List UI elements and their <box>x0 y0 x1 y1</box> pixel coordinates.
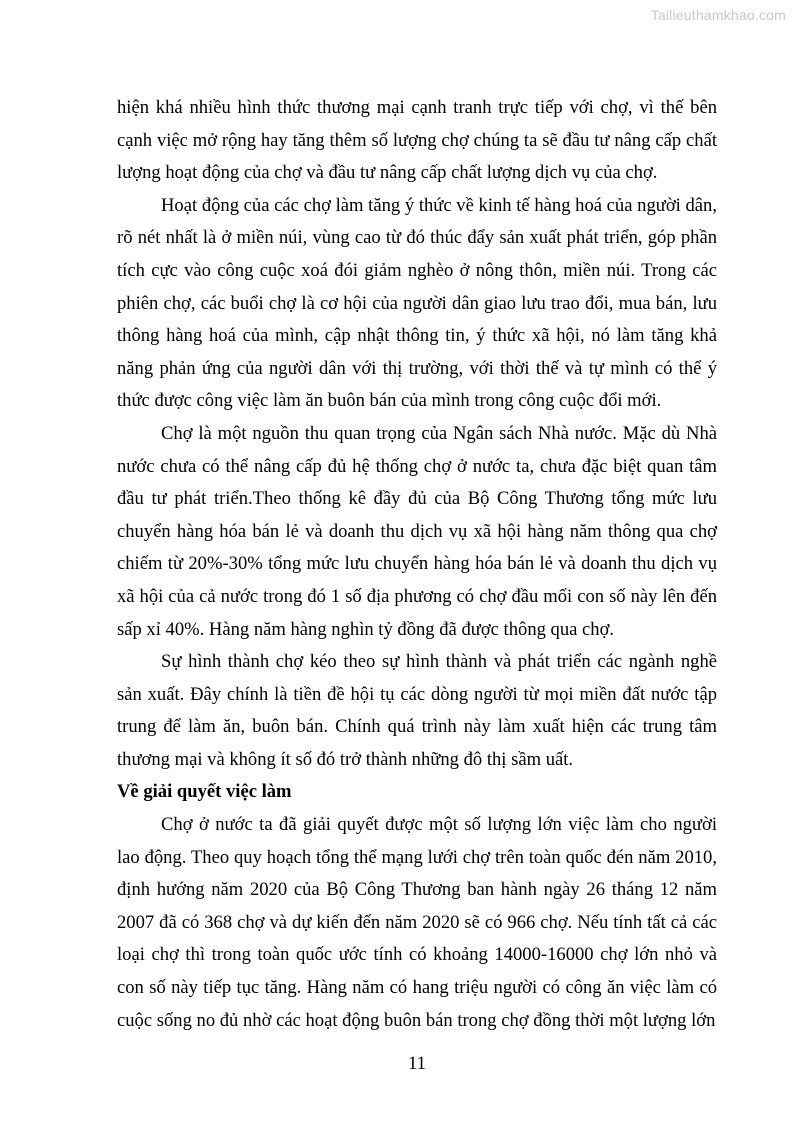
page-body <box>117 92 717 1037</box>
watermark: Tailieuthamkhao.com <box>650 7 786 23</box>
section-heading: Về giải quyết việc làm <box>117 781 292 803</box>
paragraph-production-development: Sự hình thành chợ kéo theo sự hình thành và phát triển các ngành nghề sản xuất. Đây chính là tiền đề hội tụ các dòng người từ mọi miền đất nước tập trung để làm ăn, buôn bán. Chính quá trình này làm xuất hiện các trung tâm thương mại và không ít số đó trở thành những đô thị sầm uất. <box>117 651 717 770</box>
paragraph-employment: Chợ ở nước ta đã giải quyết được một số lượng lớn việc làm cho người lao động. Theo quy hoạch tổng thể mạng lưới chợ trên toàn quốc đén năm 2010, định hướng năm 2020 của Bộ Công Thương ban hành ngày 26 tháng 12 năm 2007 đã có 368 chợ và dự kiến đến năm 2020 sẽ có 966 chợ. Nếu tính tất cả các loại chợ thì trong toàn quốc ước tính có khoảng 14000-16000 chợ lớn nhỏ và con số này tiếp tục tăng. Hàng năm có hang triệu người có công ăn việc làm có cuộc sống no đủ nhờ các hoạt động buôn bán trong chợ đồng thời một lượng lớn <box>117 814 717 1031</box>
paragraph-market-awareness: Hoạt động của các chợ làm tăng ý thức về kinh tế hàng hoá của người dân, rõ nét nhất là ở miền núi, vùng cao từ đó thúc đẩy sản xuất phát triển, góp phần tích cực vào công cuộc xoá đói giảm nghèo ở nông thôn, miền núi. Trong các phiên chợ, các buổi chợ là cơ hội của người dân giao lưu trao đổi, mua bán, lưu thông hàng hoá của mình, cập nhật thông tin, ý thức xã hội, nó làm tăng khả năng phản ứng của người dân với thị trường, với thời thế và tự mình có thể ý thức được công việc làm ăn buôn bán của mình trong công cuộc đổi mới. <box>117 194 717 412</box>
paragraph-continued: hiện khá nhiều hình thức thương mại cạnh tranh trực tiếp với chợ, vì thế bên cạnh việc mở rộng hay tăng thêm số lượng chợ chúng ta sẽ đầu tư nâng cấp chất lượng hoạt động của chợ và đầu tư nâng cấp chất lượng dịch vụ của chợ. <box>117 97 717 184</box>
page-number: 11 <box>408 1053 426 1074</box>
paragraph-state-budget: Chợ là một nguồn thu quan trọng của Ngân sách Nhà nước. Mặc dù Nhà nước chưa có thể nâng cấp đủ hệ thống chợ ở nước ta, chưa đặc biệt quan tâm đầu tư phát triển.Theo thống kê đầy đủ của Bộ Công Thương tổng mức lưu chuyển hàng hóa bán lẻ và doanh thu dịch vụ xã hội hàng năm thông qua chợ chiếm từ 20%-30% tổng mức lưu chuyển hàng hóa bán lẻ và doanh thu dịch vụ xã hội của cả nước trong đó 1 số địa phương có chợ đầu mối con số này lên đến sấp xỉ 40%. Hàng năm hàng nghìn tỷ đồng đã được thông qua chợ. <box>117 422 717 640</box>
